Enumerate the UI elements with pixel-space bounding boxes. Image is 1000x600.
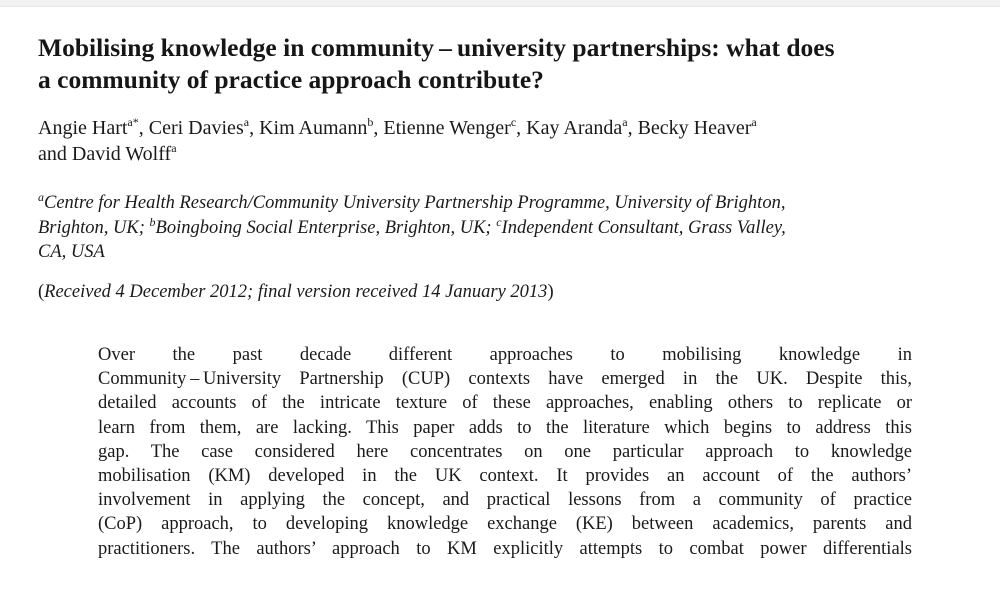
abstract-line: Over the past decade different approaches to mobilising knowledge in	[98, 345, 912, 365]
author-name: Ceri Davies	[148, 117, 244, 139]
author-affiliation-mark: a	[171, 141, 177, 155]
author-affiliation-mark: a	[622, 115, 628, 129]
abstract	[98, 343, 912, 561]
title-line-1: Mobilising knowledge in community – university partnerships: what does	[38, 33, 835, 62]
affiliation-a-text-cont: Brighton, UK;	[38, 217, 150, 238]
author-name: Kim Aumann	[259, 117, 368, 139]
abstract-line: learn from them, are lacking. This paper adds to the literature which begins to address this	[98, 417, 912, 438]
abstract-line: gap. The case considered here concentrates on one particular approach to knowledge	[98, 441, 912, 462]
received-text: Received 4 December 2012; final version received 14 January 2013	[44, 281, 548, 302]
abstract-line: (CoP) approach, to developing knowledge exchange (KE) between academics, parents and	[98, 514, 912, 535]
author-separator: ,	[627, 117, 638, 139]
abstract-line: detailed accounts of the intricate texture of these approaches, enabling others to replicate or	[98, 393, 912, 414]
paper-title	[38, 32, 958, 96]
abstract-line: Community – University Partnership (CUP) contexts have emerged in the UK. Despite this,	[98, 369, 912, 390]
author-name: Becky Heaver	[637, 117, 752, 139]
received-dates	[38, 280, 958, 304]
affiliation-line-2	[38, 216, 958, 241]
author-name: and David Wolff	[38, 143, 172, 165]
author-name: Angie Hart	[38, 117, 128, 139]
author-line-1	[38, 115, 958, 141]
abstract-line: involvement in applying the concept, and practical lessons from a community of practice	[98, 490, 912, 511]
affiliation-line-1	[38, 191, 958, 216]
title-line-2: a community of practice approach contribute?	[38, 65, 544, 94]
affiliation-mark-b: b	[149, 214, 156, 229]
author-name: Kay Aranda	[526, 117, 623, 139]
affiliation-line-3	[38, 240, 958, 265]
viewer-top-edge	[0, 0, 1000, 7]
author-affiliation-mark: b	[367, 115, 374, 129]
author-affiliation-mark: a	[751, 115, 757, 129]
author-affiliation-mark: c	[510, 115, 517, 129]
author-list	[38, 115, 958, 167]
affiliation-b-text: Boingboing Social Enterprise, Brighton, UK;	[155, 217, 497, 238]
affiliation-mark-c: c	[496, 214, 502, 229]
author-separator: ,	[516, 117, 527, 139]
affiliation-mark-a: a	[38, 190, 44, 204]
author-affiliation-mark: a*	[127, 115, 139, 129]
author-name: Etienne Wenger	[383, 117, 511, 139]
paper-page	[38, 32, 958, 304]
affiliation-c-text-cont: CA, USA	[38, 242, 105, 262]
affiliation-a-text: Centre for Health Research/Community University Partnership Programme, University of Brighton,	[44, 193, 786, 213]
abstract-line: practitioners. The authors’ approach to KM explicitly attempts to combat power differentials	[98, 538, 912, 559]
abstract-line: mobilisation (KM) developed in the UK context. It provides an account of the authors’	[98, 465, 912, 486]
received-close-paren: )	[547, 281, 554, 302]
author-affiliation-mark: a	[243, 115, 250, 129]
author-line-2	[38, 141, 958, 167]
author-separator: ,	[138, 117, 149, 139]
affiliation-c-text: Independent Consultant, Grass Valley,	[501, 217, 786, 238]
received-open-paren: (	[38, 281, 45, 302]
author-separator: ,	[373, 117, 384, 139]
affiliations	[38, 191, 958, 265]
author-separator: ,	[249, 117, 260, 139]
